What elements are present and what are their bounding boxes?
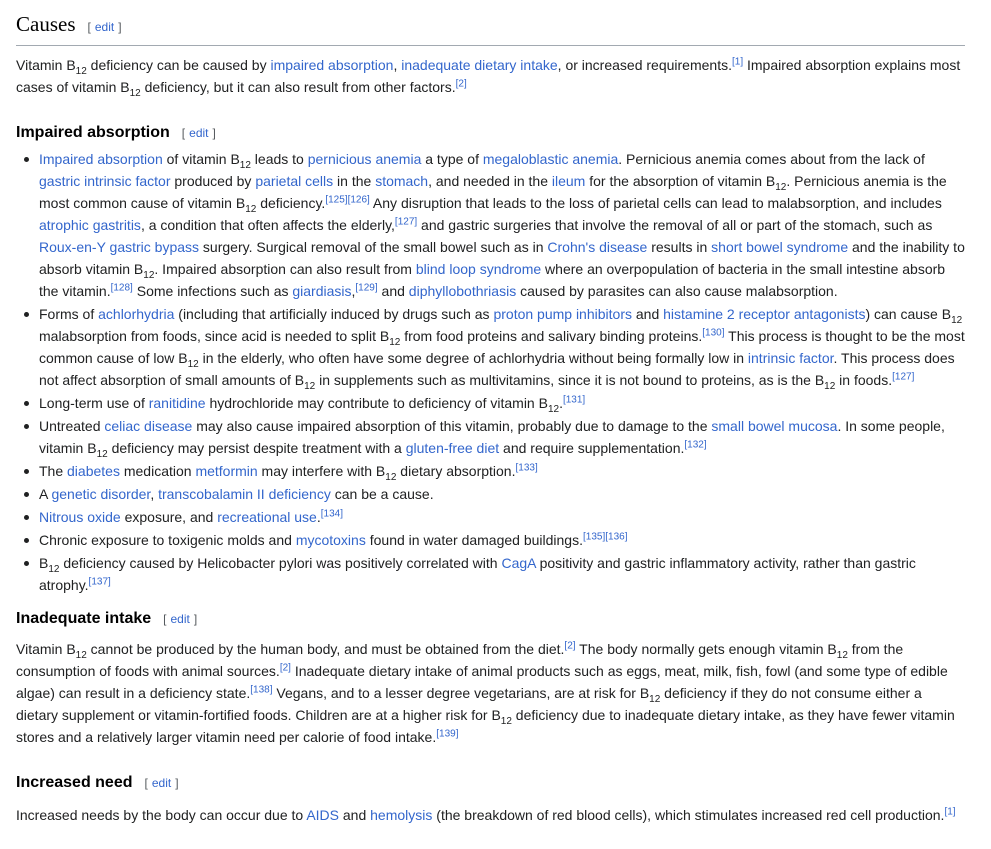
link-roux-en-y[interactable]: Roux-en-Y gastric bypass: [39, 239, 200, 255]
link-atrophic-gastritis[interactable]: atrophic gastritis: [39, 217, 141, 233]
bullet-icon: [24, 515, 29, 520]
link-proton-pump-inhibitors[interactable]: proton pump inhibitors: [493, 306, 632, 322]
section-heading-impaired-absorption: [16, 124, 965, 142]
link-caga[interactable]: CagA: [501, 555, 536, 571]
edit-link-causes[interactable]: edit: [94, 20, 115, 34]
edit-link-increased[interactable]: edit: [151, 776, 172, 790]
bullet-icon: [24, 538, 29, 543]
link-transcobalamin-ii-deficiency[interactable]: transcobalamin II deficiency: [158, 486, 331, 502]
citation[interactable]: [134]: [320, 508, 343, 520]
list-item: $B_{12}$ deficiency caused by Helicobacter pylori was positively correlated with CagA positivity and gastric inflammatory activity, rather than gastric atrophy.[137]: [39, 552, 965, 596]
link-crohns-disease[interactable]: Crohn's disease: [547, 239, 648, 255]
heading-title: Impaired absorption: [16, 124, 170, 141]
citation[interactable]: [138]: [250, 684, 273, 696]
citation[interactable]: [125]: [325, 194, 348, 206]
link-gluten-free-diet[interactable]: gluten-free diet: [405, 440, 500, 456]
link-diabetes[interactable]: diabetes: [67, 463, 120, 479]
list-item: Nitrous oxide exposure, and recreational use.[134]: [39, 506, 965, 528]
citation[interactable]: [139]: [436, 728, 459, 740]
link-intrinsic-factor[interactable]: intrinsic factor: [747, 350, 834, 366]
citation[interactable]: [132]: [684, 439, 707, 451]
link-impaired-absorption[interactable]: impaired absorption: [270, 57, 394, 73]
citation[interactable]: [2]: [564, 640, 576, 652]
link-parietal-cells[interactable]: parietal cells: [255, 173, 334, 189]
section-heading-inadequate-intake: [16, 610, 965, 628]
citation[interactable]: [133]: [515, 462, 538, 474]
section-heading-increased-need: [16, 774, 965, 792]
increased-need-paragraph: Increased needs by the body can occur due to AIDS and hemolysis (the breakdown of red blood cells), which stimulates increased red cell production.[1]: [16, 806, 956, 823]
bullet-icon: [24, 561, 29, 566]
link-gastric-intrinsic-factor[interactable]: gastric intrinsic factor: [39, 173, 171, 189]
link-histamine-2-receptor-antagonists[interactable]: histamine 2 receptor antagonists: [663, 306, 866, 322]
link-ileum[interactable]: ileum: [551, 173, 586, 189]
citation[interactable]: [2]: [279, 662, 291, 674]
citation[interactable]: [126]: [347, 194, 370, 206]
link-short-bowel-syndrome[interactable]: short bowel syndrome: [711, 239, 849, 255]
list-item: Impaired absorption of vitamin $B_{12}$ leads to pernicious anemia a type of megaloblastic anemia. Pernicious anemia comes about from the lack of gastric intrinsic factor produced by parietal cells in the stomach, and needed in the ileum for the absorption of vitamin $B_{12}$. Pernicious anemia is the most common cause of vitamin $B_{12}$ deficiency.[125][126] Any disruption that leads to the loss of parietal cells can lead to malabsorption, and includes atrophic gastritis, a condition that often affects the elderly,[127] and gastric surgeries that involve the removal of all or part of the stomach, such as Roux-en-Y gastric bypass surgery. Surgical removal of the small bowel such as in Crohn's disease results in short bowel syndrome and the inability to absorb vitamin $B_{12}$. Impaired absorption can also result from blind loop syndrome where an overpopulation of bacteria in the small intestine absorb the vitamin.[128] Some infections such as giardiasis,[129] and diphyllobothriasis caused by parasites can also cause malabsorption.: [39, 148, 965, 302]
list-item: Long-term use of ranitidine hydrochloride may contribute to deficiency of vitamin $B_{12}.[131]$: [39, 392, 965, 414]
link-pernicious-anemia[interactable]: pernicious anemia: [307, 151, 422, 167]
bullet-icon: [24, 424, 29, 429]
link-achlorhydria[interactable]: achlorhydria: [98, 306, 175, 322]
link-stomach[interactable]: stomach: [375, 173, 429, 189]
list-item: A genetic disorder, transcobalamin II deficiency can be a cause.: [39, 483, 965, 505]
citation[interactable]: [1]: [944, 806, 956, 818]
link-diphyllobothriasis[interactable]: diphyllobothriasis: [408, 283, 517, 299]
citation[interactable]: [1]: [731, 56, 744, 68]
link-megaloblastic-anemia[interactable]: megaloblastic anemia: [482, 151, 619, 167]
heading-title: Inadequate intake: [16, 610, 152, 627]
citation[interactable]: [137]: [88, 576, 111, 588]
link-nitrous-oxide[interactable]: Nitrous oxide: [39, 509, 121, 525]
edit-section: [ edit ]: [163, 612, 198, 626]
causes-paragraph: Vitamin $B_{12}$ deficiency can be caused by impaired absorption, inadequate dietary intake, or increased requirements.[1] Impaired absorption explains most cases of vitamin $B_{12}$ deficiency, but it can also result from other factors.[2]: [16, 56, 961, 99]
bullet-icon: [24, 157, 29, 162]
link-recreational-use[interactable]: recreational use: [217, 509, 317, 525]
bullet-icon: [24, 469, 29, 474]
link-metformin[interactable]: metformin: [195, 463, 258, 479]
inadequate-intake-paragraph: Vitamin $B_{12}$ cannot be produced by the human body, and must be obtained from the diet.[2] The body normally gets enough vitamin $B_{12}$ from the consumption of foods with animal sources.[2] Inadequate dietary intake of animal products such as eggs, meat, milk, fish, fowl (and some type of edible algae) can result in a deficiency state.[138] Vegans, and to a lesser degree vegetarians, are at risk for $B_{12}$ deficiency if they do not consume either a dietary supplement or vitamin-fortified foods. Children are at a higher risk for $B_{12}$ deficiency due to inadequate dietary intake, as they have fewer vitamin stores and a relatively larger vitamin need per calorie of food intake.[139]: [16, 640, 955, 745]
citation[interactable]: [128]: [110, 282, 133, 294]
citation[interactable]: [127]: [892, 371, 915, 383]
edit-link-inadequate[interactable]: edit: [170, 612, 190, 626]
citation[interactable]: [127]: [394, 216, 418, 228]
link-aids[interactable]: AIDS: [306, 807, 339, 823]
citation[interactable]: [135]: [583, 531, 606, 543]
citation[interactable]: [129]: [355, 282, 378, 294]
link-blind-loop-syndrome[interactable]: blind loop syndrome: [415, 261, 542, 277]
edit-link-impaired[interactable]: edit: [189, 126, 209, 140]
citation[interactable]: [131]: [562, 394, 586, 406]
heading-title: Increased need: [16, 774, 133, 791]
bullet-icon: [24, 492, 29, 497]
link-impaired-absorption[interactable]: Impaired absorption: [39, 151, 163, 167]
impaired-absorption-list: [16, 148, 965, 596]
link-mycotoxins[interactable]: mycotoxins: [295, 532, 366, 548]
edit-section: [ edit ]: [144, 776, 179, 790]
list-item: Forms of achlorhydria (including that artificially induced by drugs such as proton pump inhibitors and histamine 2 receptor antagonists) can cause $B_{12}$ malabsorption from foods, since acid is needed to split $B_{12}$ from food proteins and salivary binding proteins.[130] This process is thought to be the most common cause of low $B_{12}$ in the elderly, who often have some degree of achlorhydria without being formally low in intrinsic factor. This process does not affect absorption of small amounts of $B_{12}$ in supplements such as multivitamins, since it is not bound to proteins, as is the $B_{12}$ in foods.[127]: [39, 303, 965, 391]
list-item: Untreated celiac disease may also cause impaired absorption of this vitamin, probably due to damage to the small bowel mucosa. In some people, vitamin $B_{12}$ deficiency may persist despite treatment with a gluten-free diet and require supplementation.[132]: [39, 415, 965, 459]
citation[interactable]: [2]: [455, 78, 467, 90]
edit-section: [ edit ]: [87, 20, 122, 34]
edit-section: [ edit ]: [181, 126, 216, 140]
list-item: The diabetes medication metformin may interfere with $B_{12}$ dietary absorption.[133]: [39, 460, 965, 482]
list-item: Chronic exposure to toxigenic molds and mycotoxins found in water damaged buildings.[135][136]: [39, 529, 965, 551]
link-genetic-disorder[interactable]: genetic disorder: [51, 486, 151, 502]
link-inadequate-dietary-intake[interactable]: inadequate dietary intake: [401, 57, 558, 73]
link-hemolysis[interactable]: hemolysis: [370, 807, 433, 823]
section-heading-causes: [16, 0, 965, 46]
link-small-bowel-mucosa[interactable]: small bowel mucosa: [711, 418, 838, 434]
citation[interactable]: [130]: [702, 327, 725, 339]
heading-title: Causes: [16, 12, 76, 36]
link-celiac-disease[interactable]: celiac disease: [104, 418, 193, 434]
bullet-icon: [24, 312, 29, 317]
link-ranitidine[interactable]: ranitidine: [148, 395, 206, 411]
citation[interactable]: [136]: [605, 531, 628, 543]
link-giardiasis[interactable]: giardiasis: [292, 283, 352, 299]
bullet-icon: [24, 401, 29, 406]
